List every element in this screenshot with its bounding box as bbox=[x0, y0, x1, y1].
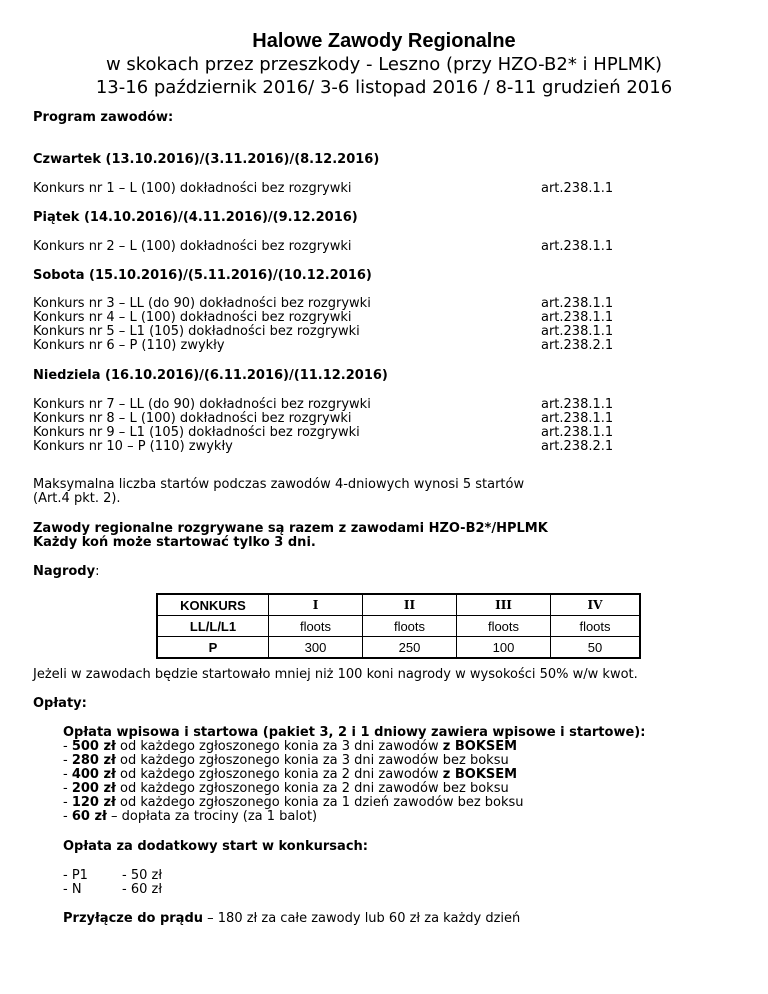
power-fee bbox=[63, 912, 520, 926]
prizes-cell: floots bbox=[269, 616, 363, 637]
prizes-cell: floots bbox=[457, 616, 551, 637]
competition-4: Konkurs nr 4 – L (100) dokładności bez rozgrywki bbox=[33, 310, 352, 325]
prizes-cell: 50 bbox=[551, 637, 641, 659]
page-subtitle: w skokach przez przeszkody - Leszno (przy HZO-B2* i HPLMK) bbox=[105, 54, 663, 75]
list-item: - 120 zł od każdego zgłoszonego konia za 1 dzień zawodów bez boksu bbox=[63, 795, 524, 810]
prizes-note: Jeżeli w zawodach będzie startowało mniej niż 100 koni nagrody w wysokości 50% w/w kwot. bbox=[33, 667, 638, 682]
prizes-header-cell: KONKURS bbox=[157, 594, 269, 616]
notice-line-2: Każdy koń może startować tylko 3 dni. bbox=[33, 535, 316, 550]
day-heading-friday: Piątek (14.10.2016)/(4.11.2016)/(9.12.2016) bbox=[33, 210, 358, 225]
extra-start-price: - 50 zł bbox=[122, 868, 163, 883]
page-dates: 13-16 październik 2016/ 3-6 listopad 2016 / 8-11 grudzień 2016 bbox=[95, 77, 673, 98]
day-heading-sunday: Niedziela (16.10.2016)/(6.11.2016)/(11.12.2016) bbox=[33, 368, 388, 383]
extra-start-heading: Opłata za dodatkowy start w konkursach: bbox=[63, 839, 368, 854]
competition-1-art: art.238.1.1 bbox=[541, 181, 614, 196]
competition-5: Konkurs nr 5 – L1 (105) dokładności bez rozgrywki bbox=[33, 324, 360, 339]
prizes-header-cell: I bbox=[269, 594, 363, 616]
day-heading-thursday: Czwartek (13.10.2016)/(3.11.2016)/(8.12.2016) bbox=[33, 152, 380, 167]
competition-3-art: art.238.1.1 bbox=[541, 296, 614, 311]
competition-10-art: art.238.2.1 bbox=[541, 439, 614, 454]
entry-fee-list bbox=[63, 740, 524, 824]
competition-4-art: art.238.1.1 bbox=[541, 310, 614, 325]
max-starts-line-1: Maksymalna liczba startów podczas zawodów 4-dniowych wynosi 5 startów bbox=[33, 477, 525, 492]
prizes-cell: LL/L/L1 bbox=[157, 616, 269, 637]
prizes-label: Nagrody bbox=[33, 564, 96, 579]
power-fee-text: – 180 zł za całe zawody lub 60 zł za każdy dzień bbox=[203, 911, 521, 926]
list-item: - 60 zł – dopłata za trociny (za 1 balot) bbox=[63, 809, 318, 824]
regional-notice bbox=[33, 522, 548, 550]
prizes-header-cell: III bbox=[457, 594, 551, 616]
notice-line-1: Zawody regionalne rozgrywane są razem z zawodami HZO-B2*/HPLMK bbox=[33, 521, 548, 536]
prizes-cell: floots bbox=[551, 616, 641, 637]
competition-8-art: art.238.1.1 bbox=[541, 411, 614, 426]
sunday-competitions bbox=[33, 398, 371, 454]
list-item: - 400 zł od każdego zgłoszonego konia za 2 dni zawodów z BOKSEM bbox=[63, 767, 518, 782]
competition-3: Konkurs nr 3 – LL (do 90) dokładności bez rozgrywki bbox=[33, 296, 371, 311]
prizes-cell: 300 bbox=[269, 637, 363, 659]
prizes-header-cell: IV bbox=[551, 594, 641, 616]
prizes-cell: 100 bbox=[457, 637, 551, 659]
competition-6: Konkurs nr 6 – P (110) zwykły bbox=[33, 338, 225, 353]
competition-2-art: art.238.1.1 bbox=[541, 239, 614, 254]
competition-2: Konkurs nr 2 – L (100) dokładności bez rozgrywki bbox=[33, 239, 352, 254]
competition-9: Konkurs nr 9 – L1 (105) dokładności bez rozgrywki bbox=[33, 425, 360, 440]
competition-9-art: art.238.1.1 bbox=[541, 425, 614, 440]
prizes-cell: 250 bbox=[363, 637, 457, 659]
competition-10: Konkurs nr 10 – P (110) zwykły bbox=[33, 439, 233, 454]
max-starts-line-2: (Art.4 pkt. 2). bbox=[33, 491, 121, 506]
program-heading: Program zawodów: bbox=[33, 110, 174, 125]
prizes-table bbox=[156, 593, 641, 659]
max-starts-note bbox=[33, 478, 524, 506]
list-item: - 280 zł od każdego zgłoszonego konia za 3 dni zawodów bez boksu bbox=[63, 753, 509, 768]
saturday-arts bbox=[541, 297, 613, 353]
extra-start-code: - N bbox=[63, 882, 82, 897]
list-item: - 200 zł od każdego zgłoszonego konia za 2 dni zawodów bez boksu bbox=[63, 781, 509, 796]
table-row bbox=[157, 637, 640, 659]
prizes-cell: floots bbox=[363, 616, 457, 637]
competition-7-art: art.238.1.1 bbox=[541, 397, 614, 412]
page-title: Halowe Zawody Regionalne bbox=[252, 30, 516, 52]
day-heading-saturday: Sobota (15.10.2016)/(5.11.2016)/(10.12.2016) bbox=[33, 268, 372, 283]
competition-5-art: art.238.1.1 bbox=[541, 324, 614, 339]
extra-start-prices bbox=[122, 869, 162, 897]
fees-heading: Opłaty: bbox=[33, 696, 87, 711]
competition-6-art: art.238.2.1 bbox=[541, 338, 614, 353]
prizes-cell: P bbox=[157, 637, 269, 659]
competition-7: Konkurs nr 7 – LL (do 90) dokładności bez rozgrywki bbox=[33, 397, 371, 412]
extra-start-codes bbox=[63, 869, 88, 897]
extra-start-code: - P1 bbox=[63, 868, 88, 883]
list-item: - 500 zł od każdego zgłoszonego konia za 3 dni zawodów z BOKSEM bbox=[63, 739, 518, 754]
competition-1: Konkurs nr 1 – L (100) dokładności bez rozgrywki bbox=[33, 181, 352, 196]
entry-fee-heading: Opłata wpisowa i startowa (pakiet 3, 2 i 1 dniowy zawiera wpisowe i startowe): bbox=[63, 725, 646, 740]
table-row bbox=[157, 616, 640, 637]
prizes-header-row bbox=[157, 594, 640, 616]
sunday-arts bbox=[541, 398, 613, 454]
extra-start-price: - 60 zł bbox=[122, 882, 163, 897]
prizes-header-cell: II bbox=[363, 594, 457, 616]
saturday-competitions bbox=[33, 297, 371, 353]
prizes-colon: : bbox=[95, 564, 100, 579]
prizes-heading bbox=[33, 565, 99, 579]
competition-8: Konkurs nr 8 – L (100) dokładności bez rozgrywki bbox=[33, 411, 352, 426]
power-fee-label: Przyłącze do prądu bbox=[63, 911, 204, 926]
